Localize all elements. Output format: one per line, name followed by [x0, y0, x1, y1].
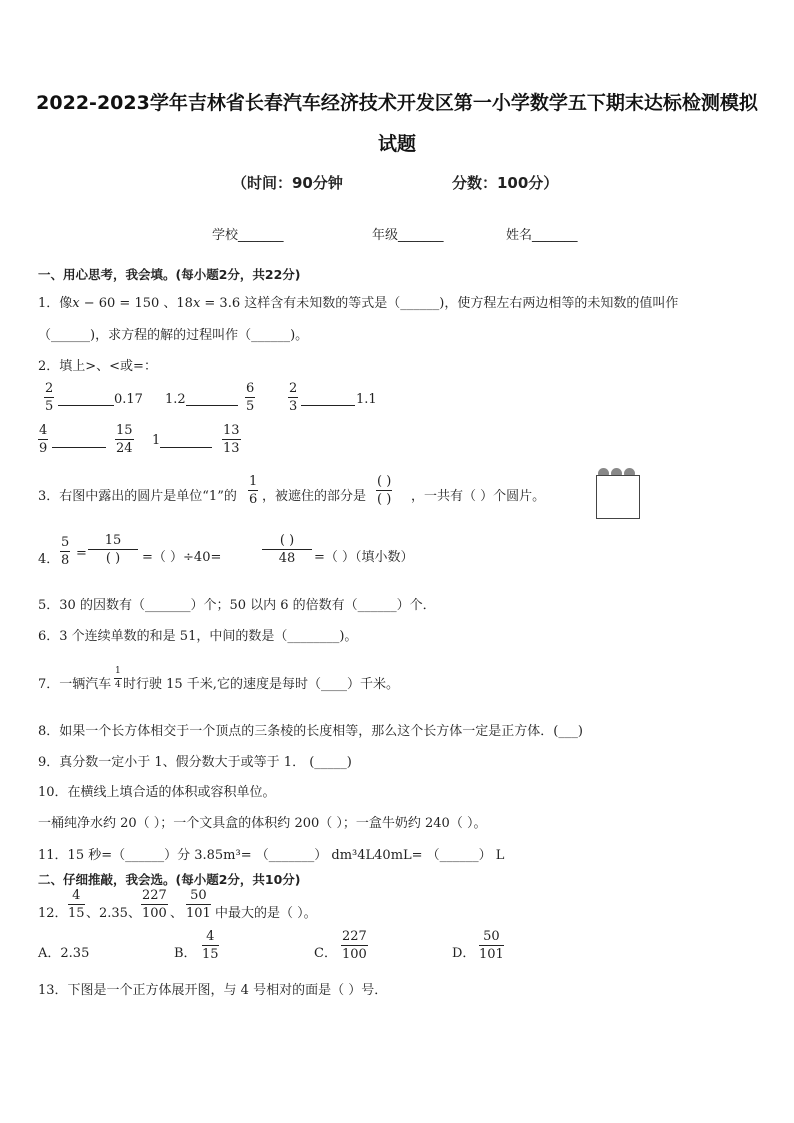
question-8: 8．如果一个长方体相交于一个顶点的三条棱的长度相等，那么这个长方体一定是正方体．(___) — [38, 724, 583, 739]
compare-blank[interactable] — [52, 447, 106, 448]
fraction-227-100: 227 100 — [142, 888, 167, 921]
question-4-end: =（ ）（填小数） — [314, 550, 414, 565]
section-heading-1: 一、用心思考，我会填。(每小题2分，共22分) — [38, 267, 301, 282]
page-title: 2022-2023学年吉林省长春汽车经济技术开发区第一小学数学五下期末达标检测模拟 — [36, 92, 758, 114]
question-12-mid: 、2.35、 — [86, 906, 141, 921]
option-d-fraction[interactable]: 50 101 — [479, 929, 504, 962]
grade-field[interactable]: 年级_______ — [372, 228, 444, 243]
school-field[interactable]: 学校_______ — [212, 228, 284, 243]
fraction-13-13: 13 13 — [223, 423, 240, 456]
fraction-4-15: 4 15 — [68, 888, 85, 921]
question-1-line2: （______)，求方程的解的过程叫作（______)。 — [38, 328, 309, 343]
fraction-6-5: 6 5 — [246, 381, 255, 414]
question-4-middle: =（ ）÷40= — [142, 550, 222, 565]
question-12-end: 中最大的是（ ）。 — [215, 906, 317, 921]
question-10-line: 一桶纯净水约 20（ ）；一个文具盒的体积约 200（ ）；一盒牛奶约 240（ ）。 — [38, 816, 487, 831]
compare-blank[interactable] — [160, 447, 212, 448]
answer-fraction-blank[interactable]: ( ) ( ) — [377, 474, 392, 507]
fraction-blank-48[interactable]: ( ) 48 — [262, 534, 312, 565]
section-heading-2: 二、仔细推敲，我会选。(每小题2分，共10分) — [38, 872, 301, 887]
question-3-part3: ，一共有（ ）个圆片。 — [411, 489, 546, 504]
fraction-4-9: 4 9 — [39, 423, 48, 456]
question-6: 6．3 个连续单数的和是 51，中间的数是（________)。 — [38, 629, 358, 644]
option-d-label[interactable]: D． — [452, 946, 476, 961]
question-11: 11．15 秒=（______）分 3.85m³= （_______） dm³4L40mL= （______） L — [38, 848, 505, 863]
question-3-part1: 3．右图中露出的圆片是单位“1”的 — [38, 489, 237, 504]
option-c-fraction[interactable]: 227 100 — [342, 929, 367, 962]
question-5: 5．30 的因数有（_______）个；50 以内 6 的倍数有（______）个． — [38, 598, 436, 613]
question-13: 13．下图是一个正方体展开图，与 4 号相对的面是（ ）号． — [38, 983, 388, 998]
compare-blank[interactable] — [58, 405, 114, 406]
value-1-1: 1.1 — [356, 392, 377, 407]
option-b-label[interactable]: B． — [174, 946, 197, 961]
compare-blank[interactable] — [186, 405, 238, 406]
question-2: 2．填上>、<或=： — [38, 359, 157, 374]
option-b-fraction[interactable]: 4 15 — [202, 929, 219, 962]
question-7-part1: 7．一辆汽车 — [38, 677, 112, 692]
page-title-line2: 试题 — [377, 133, 416, 155]
value-1-2: 1.2 — [165, 392, 186, 407]
fraction-5-8: 5 8 — [61, 535, 70, 568]
fraction-15-blank[interactable]: 15 ( ) — [88, 534, 138, 565]
question-7-part2: 时行驶 15 千米,它的速度是每时（____）千米。 — [123, 677, 399, 692]
question-12-sep: 、 — [170, 906, 184, 921]
compare-blank[interactable] — [301, 405, 355, 406]
fraction-1-6: 1 6 — [249, 474, 258, 507]
cover-box — [596, 475, 640, 519]
equals-sign: = — [76, 546, 87, 561]
fraction-2-3: 2 3 — [289, 381, 298, 414]
question-1-line1: 1．像𝑥 − 60 = 150 、18𝑥 = 3.6 这样含有未知数的等式是（______)，使方程左右两边相等的未知数的值叫作 — [38, 296, 679, 311]
option-a[interactable]: A．2.35 — [38, 946, 90, 961]
value-1: 1 — [152, 433, 161, 448]
question-4-label: 4． — [38, 552, 60, 567]
question-10: 10．在横线上填合适的体积或容积单位。 — [38, 785, 276, 800]
fraction-50-101: 50 101 — [186, 888, 211, 921]
name-field[interactable]: 姓名_______ — [506, 228, 578, 243]
question-3-part2: ，被遮住的部分是 — [262, 489, 367, 504]
fraction-15-24: 15 24 — [116, 423, 133, 456]
fraction-2-5: 2 5 — [45, 381, 54, 414]
fraction-1-4: 1 4 — [115, 666, 121, 690]
value-0-17: 0.17 — [114, 392, 143, 407]
question-12-label: 12． — [38, 906, 68, 921]
question-9: 9．真分数一定小于 1、假分数大于或等于 1． (_____) — [38, 755, 352, 770]
total-score: 分数：100分） — [452, 174, 559, 192]
time-limit: （时间：90分钟 — [232, 174, 343, 192]
option-c-label[interactable]: C． — [314, 946, 337, 961]
